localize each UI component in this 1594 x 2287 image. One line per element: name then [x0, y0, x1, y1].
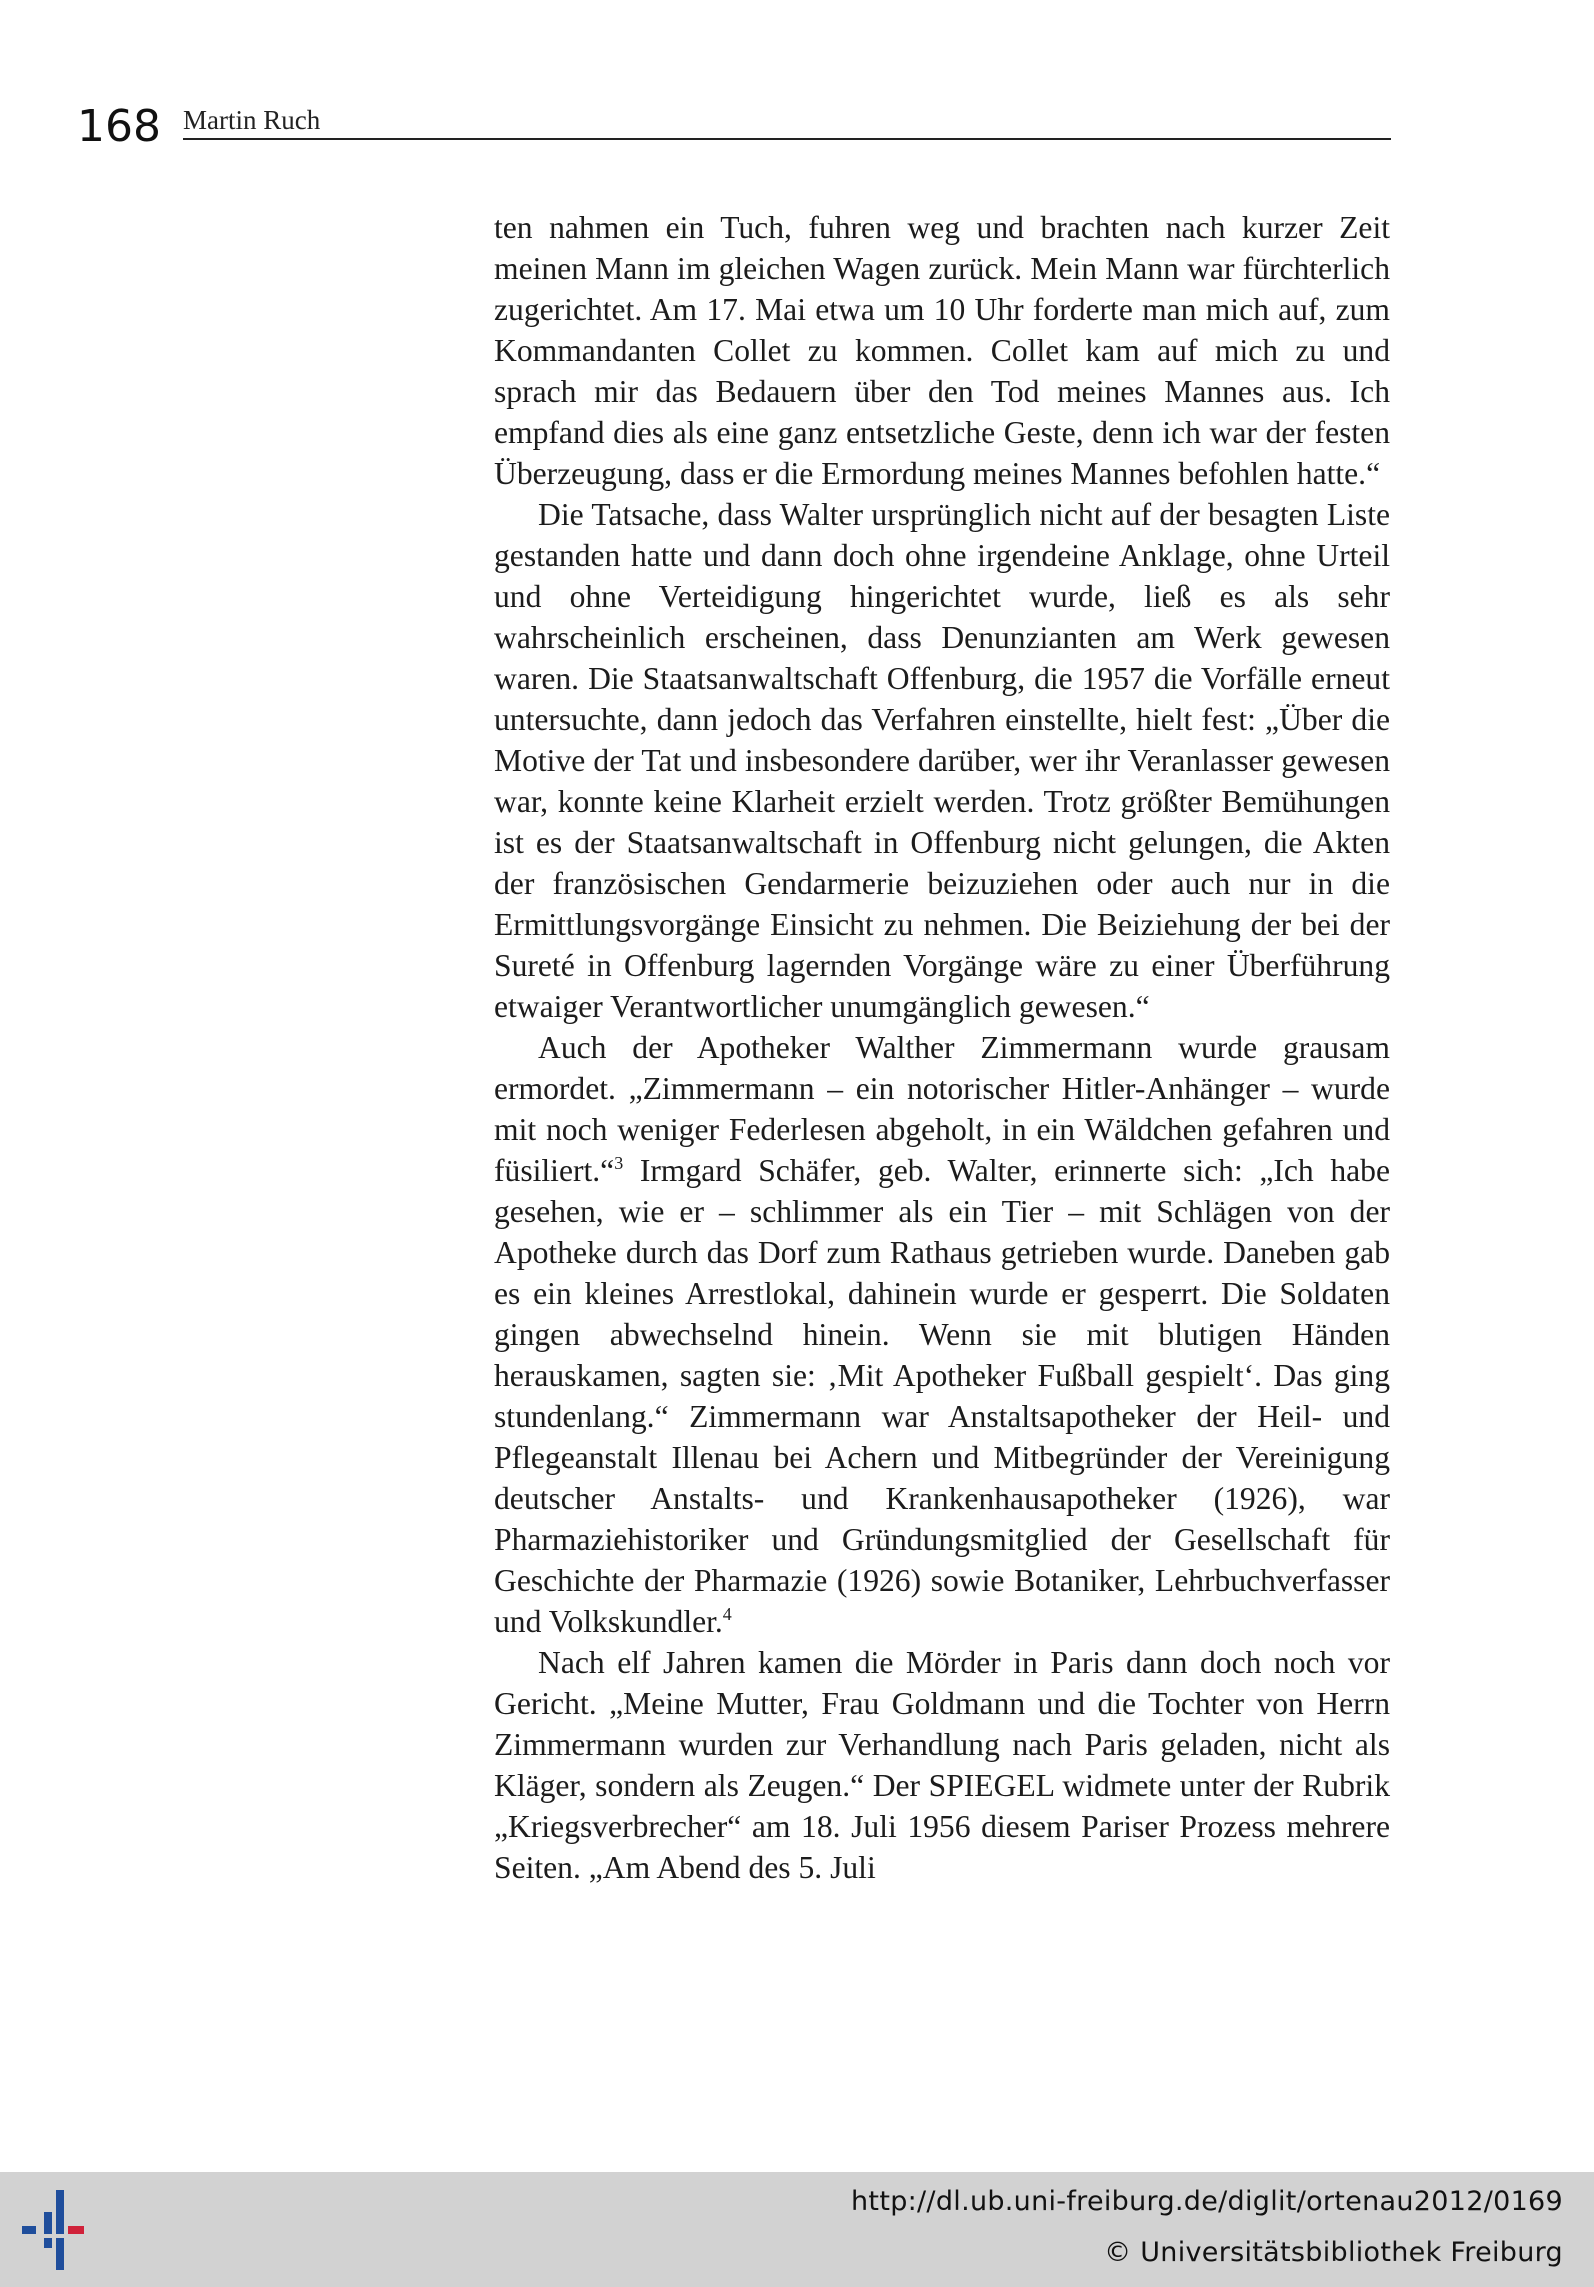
page-number: 168 [77, 101, 161, 152]
body-text [494, 207, 1390, 1888]
paragraph-3-part-b: Irmgard Schäfer, geb. Walter, erinnerte sich: „Ich habe gesehen, wie er – schlimmer als ein Tier – mit Schlägen von der Apotheke durch das Dorf zum Rathaus getrieben wurde. Daneben gab es ein kleines Arrestlokal, dahinein wurde er gesperrt. Die Soldaten gingen abwechselnd hinein. Wenn sie mit blutigen Händen herauskamen, sagten sie: ‚Mit Apotheker Fußball gespielt‘. Das ging stundenlang.“ Zimmermann war Anstaltsapotheker der Heil- und Pflegeanstalt Illenau bei Achern und Mitbegründer der Vereinigung deutscher Anstalts- und Krankenhausapotheker (1926), war Pharmaziehistoriker und Gründungsmitglied der Gesellschaft für Geschichte der Pharmazie (1926) sowie Botaniker, Lehrbuchverfasser und Volkskundler. [494, 1153, 1390, 1639]
paragraph-3 [494, 1027, 1390, 1642]
footnote-ref-4: 4 [722, 1604, 732, 1624]
footnote-ref-3: 3 [614, 1153, 624, 1173]
footer-bar [0, 2172, 1594, 2287]
ub-freiburg-logo-icon[interactable] [18, 2190, 102, 2270]
paragraph-4: Nach elf Jahren kamen die Mörder in Paris dann doch noch vor Gericht. „Meine Mutter, Frau Goldmann und die Tochter von Herrn Zimmermann wurden zur Verhandlung nach Paris geladen, nicht als Kläger, sondern als Zeugen.“ Der SPIEGEL widmete unter der Rubrik „Kriegsverbrecher“ am 18. Juli 1956 diesem Pariser Prozess mehrere Seiten. „Am Abend des 5. Juli [494, 1645, 1390, 1885]
footer-copyright: © Universitätsbibliothek Freiburg [1104, 2237, 1563, 2268]
paragraph-3-part-a: Auch der Apotheker Walther Zimmermann wurde grausam ermordet. „Zimmermann – ein notorischer Hitler-Anhänger – wurde mit noch weniger Federlesen abgeholt, in ein Wäldchen gefahren und füsiliert.“ [494, 1030, 1390, 1188]
paragraph-2: Die Tatsache, dass Walter ursprünglich nicht auf der besagten Liste gestanden hatte und dann doch ohne irgendeine Anklage, ohne Urteil und ohne Verteidigung hingerichtet wurde, ließ es als sehr wahrscheinlich erscheinen, dass Denunzianten am Werk gewesen waren. Die Staatsanwaltschaft Offenburg, die 1957 die Vorfälle erneut untersuchte, dann jedoch das Verfahren einstellte, hielt fest: „Über die Motive der Tat und insbesondere darüber, wer ihr Veranlasser gewesen war, konnte keine Klarheit erzielt werden. Trotz größter Bemühungen ist es der Staatsanwaltschaft in Offenburg nicht gelungen, die Akten der französischen Gendarmerie beizuziehen oder auch nur in die Ermittlungsvorgänge Einsicht zu nehmen. Die Beiziehung der bei der Sureté in Offenburg lagernden Vorgänge wäre zu einer Überführung etwaiger Verantwortlicher unumgänglich gewesen.“ [494, 497, 1390, 1024]
running-head-author: Martin Ruch [183, 105, 321, 135]
header-rule [183, 138, 1391, 140]
footer-url-link[interactable]: http://dl.ub.uni-freiburg.de/diglit/ortenau2012/0169 [851, 2186, 1563, 2217]
paragraph-1: ten nahmen ein Tuch, fuhren weg und brachten nach kurzer Zeit meinen Mann im gleichen Wagen zurück. Mein Mann war fürchterlich zugerichtet. Am 17. Mai etwa um 10 Uhr forderte man mich auf, zum Kommandanten Collet zu kommen. Collet kam auf mich zu und sprach mir das Bedauern über den Tod meines Mannes aus. Ich empfand dies als eine ganz entsetzliche Geste, denn ich war der festen Überzeugung, dass er die Ermordung meines Mannes befohlen hatte.“ [494, 210, 1390, 491]
